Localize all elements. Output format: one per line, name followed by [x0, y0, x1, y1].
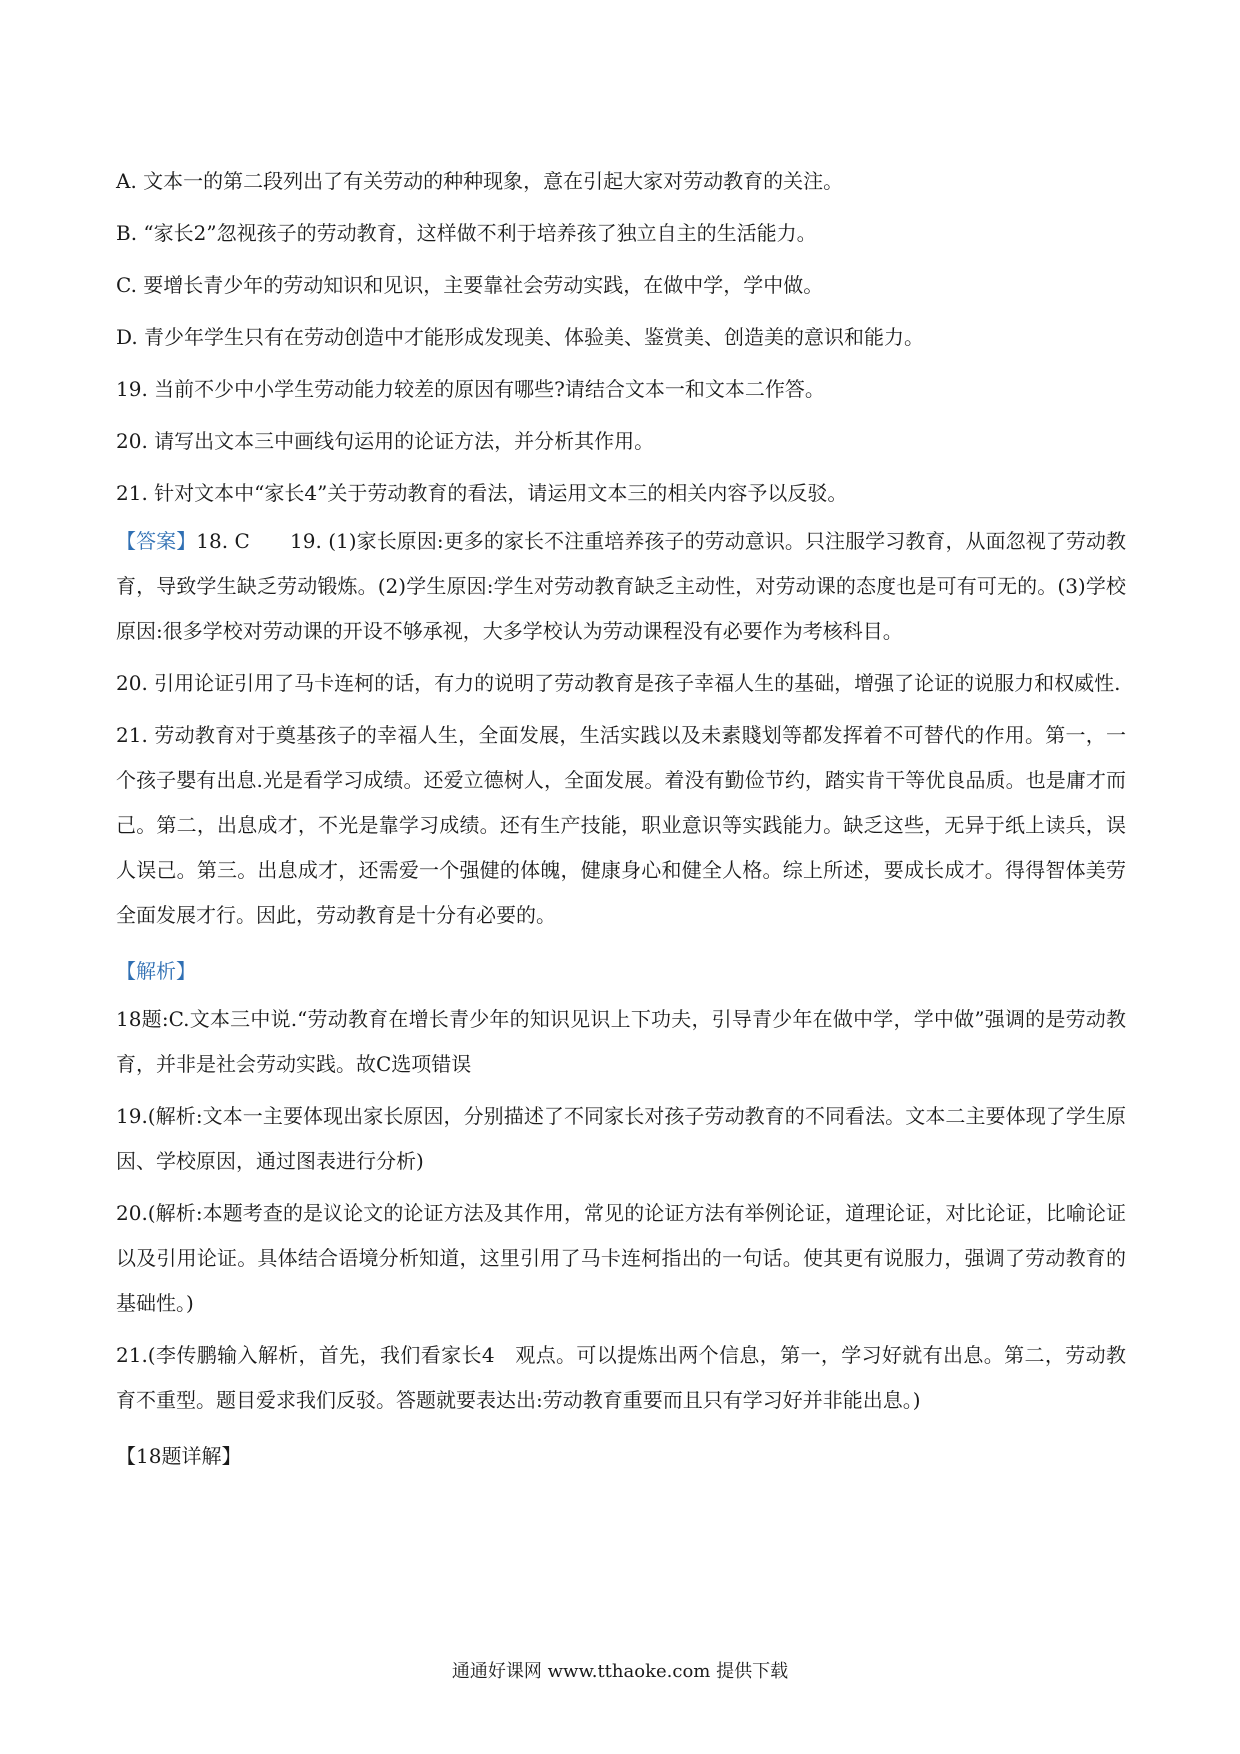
analysis-20: 20.(解析:本题考查的是议论文的论证方法及其作用，常见的论证方法有举例论证，道理论证，对比论证，比喻论证以及引用论证。具体结合语境分析知道，这里引用了马卡连柯指出的一句话。使其更有说服力，强调了劳动教育的基础性。): [116, 1201, 1126, 1315]
option-c: C. 要增长青少年的劳动知识和见识，主要靠社会劳动实践，在做中学，学中做。: [116, 273, 824, 297]
analysis-label: 【解析】: [116, 959, 196, 983]
answer-label: 【答案】: [116, 529, 197, 553]
option-d: D. 青少年学生只有在劳动创造中才能形成发现美、体验美、鉴赏美、创造美的意识和能力。: [116, 325, 925, 349]
option-b: B. “家长2”忽视孩子的劳动教育，这样做不利于培养孩了独立自主的生活能力。: [116, 221, 817, 245]
answer-21: 21. 劳动教育对于奠基孩子的幸福人生，全面发展，生活实践以及未素賤划等都发挥着不可替代的作用。第一，一个孩子嬰有出息.光是看学习成绩。还爱立德树人，全面发展。着没有勤俭节约，踏实肯干等优良品质。也是庸才而己。第二，出息成才，不光是靠学习成绩。还有生产技能，职业意识等实践能力。缺乏这些，无异于纸上读兵，误人误己。第三。出息成才，还需爱一个强健的体魄，健康身心和健全人格。综上所述，要成长成才。得得智体美劳全面发展才行。因此，劳动教育是十分有必要的。: [116, 723, 1126, 927]
analysis-21: 21.(李传鹏输入解析，首先，我们看家长4 观点。可以提炼出两个信息，第一，学习好就有出息。第二，劳动教育不重型。题目爱求我们反驳。答题就要表达出:劳动教育重要而且只有学习好并非能出息。): [116, 1343, 1126, 1412]
page-content: [116, 155, 1126, 1482]
page-footer: 通通好课网 www.tthaoke.com 提供下载: [451, 1661, 789, 1682]
analysis-18: 18题:C.文本三中说.“劳动教育在增长青少年的知识见识上下功夫，引导青少年在做中学，学中做”强调的是劳动教育，并非是社会劳动实践。故C选项错误: [116, 1007, 1126, 1076]
option-a: A. 文本一的第二段列出了有关劳动的种种现象，意在引起大家对劳动教育的关注。: [116, 169, 844, 193]
answer-18-19: [116, 519, 1126, 654]
answer-20: 20. 引用论证引用了马卡连柯的话，有力的说明了劳动教育是孩子幸福人生的基础，增强了论证的说服力和权威性.: [116, 671, 1121, 695]
question-19: 19. 当前不少中小学生劳动能力较差的原因有哪些?请结合文本一和文本二作答。: [116, 377, 825, 401]
analysis-19: 19.(解析:文本一主要体现出家长原因，分别描述了不同家长对孩子劳动教育的不同看法。文本二主要体现了学生原因、学校原因，通过图表进行分析): [116, 1104, 1126, 1173]
question-20: 20. 请写出文本三中画线句运用的论证方法，并分析其作用。: [116, 429, 655, 453]
detail-18-label: 【18题详解】: [116, 1444, 242, 1468]
question-21: 21. 针对文本中“家长4”关于劳动教育的看法，请运用文本三的相关内容予以反驳。: [116, 481, 848, 505]
answer-18-19-text: 18. C 19. (1)家长原因:更多的家长不注重培养孩子的劳动意识。只注服学习教育，从面忽视了劳动教育，导致学生缺乏劳动锻炼。(2)学生原因:学生对劳动教育缺乏主动性，对劳动课的态度也是可有可无的。(3)学校原因:很多学校对劳动课的开设不够承视，大多学校认为劳动课程没有必要作为考核科目。: [116, 529, 1127, 643]
